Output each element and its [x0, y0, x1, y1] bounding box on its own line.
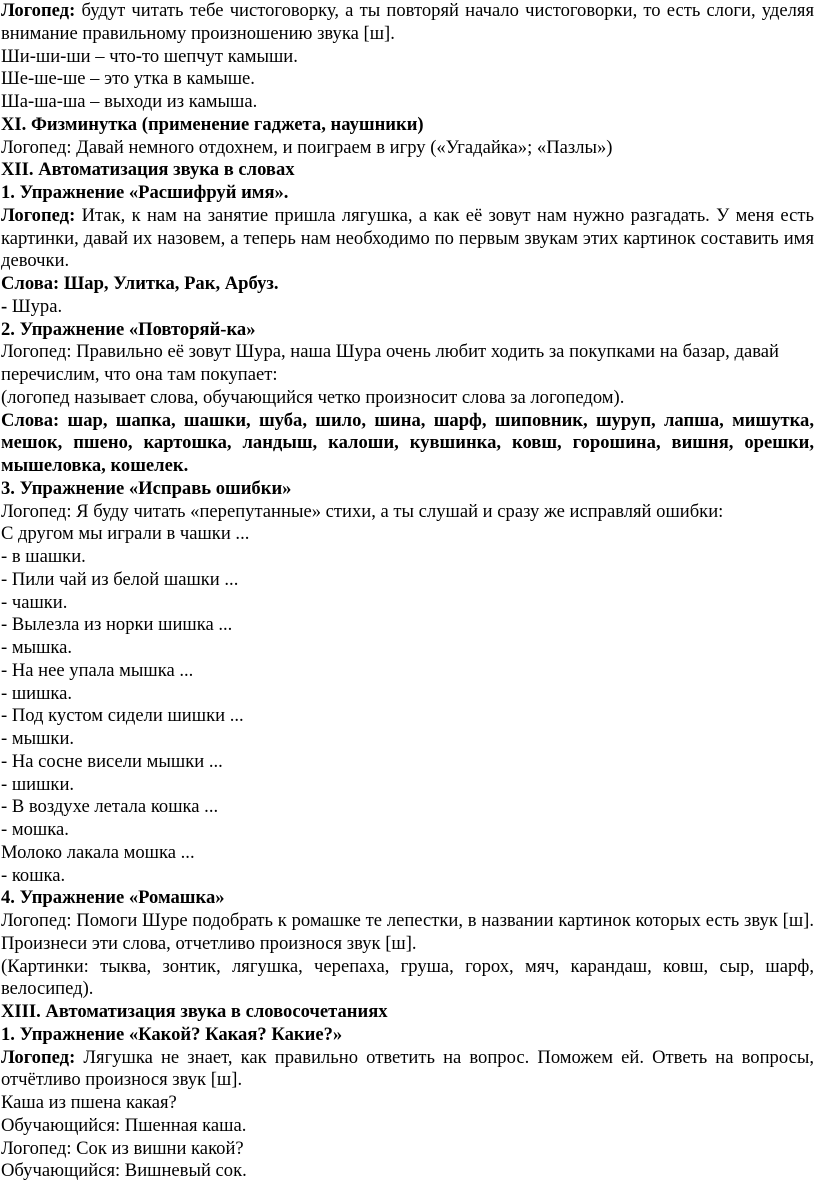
section-xi-heading: XI. Физминутка (применение гаджета, наушники): [1, 113, 424, 135]
word-list: Слова: шар, шапка, шашки, шуба, шило, шина, шарф, шиповник, шуруп, лапша, мишутка, мешок, пшено, картошка, ландыш, калоши, кувшинка, ковш, горошина, вишня, орешки, мышеловка, кошелек.: [1, 409, 814, 476]
exercise-heading: 1. Упражнение «Расшифруй имя».: [1, 182, 289, 203]
poem-line: С другом мы играли в чашки ...: [1, 523, 250, 545]
picture-list: (Картинки: тыква, зонтик, лягушка, черепаха, груша, горох, мяч, карандаш, ковш, сыр, шарф, велосипед).: [1, 955, 814, 1000]
poem-line: Молоко лакала мошка ...: [1, 841, 195, 863]
poem-line: - На сосне висели мышки ...: [1, 750, 223, 772]
dialogue-line: Каша из пшена какая?: [1, 1092, 177, 1113]
exercise-paragraph: Логопед: Итак, к нам на занятие пришла лягушка, а как её зовут нам нужно разгадать. У меня есть картинки, давай их назовем, а теперь нам необходимо по первым звукам этих картинок составить имя девочки.: [1, 204, 814, 272]
exercise-paragraph: Логопед: Помоги Шуре подобрать к ромашке те лепестки, в названии картинок которых есть звук [ш]. Произнеси эти слова, отчетливо произнося звук [ш].: [1, 910, 814, 954]
answer-line: - Шура.: [1, 295, 63, 317]
exercise-paragraph: Логопед: Лягушка не знает, как правильно ответить на вопрос. Поможем ей. Ответь на вопросы, отчётливо произнося звук [ш].: [1, 1046, 814, 1091]
word-list: Слова: Шар, Улитка, Рак, Арбуз.: [1, 273, 279, 294]
dialogue-line: Обучающийся: Вишневый сок.: [1, 1160, 247, 1182]
intro-paragraph: [1, 0, 814, 46]
poem-line: - в шашки.: [1, 546, 86, 567]
exercise-paragraph: Логопед: Я буду читать «перепутанные» стихи, а ты слушай и сразу же исправляй ошибки:: [1, 500, 724, 522]
dialogue-line: Обучающийся: Пшенная каша.: [1, 1114, 247, 1136]
poem-line: - Вылезла из норки шишка ...: [1, 614, 233, 636]
poem-line: - На нее упала мышка ...: [1, 659, 194, 681]
section-xiii-heading: XIII. Автоматизация звука в словосочетаниях: [1, 1001, 388, 1022]
exercise-heading: 2. Упражнение «Повторяй-ка»: [1, 318, 256, 340]
section-xi-text: Логопед: Давай немного отдохнем, и поиграем в игру («Угадайка»; «Пазлы»): [1, 136, 613, 158]
poem-line: - мышка.: [1, 637, 73, 658]
speaker-label: Логопед:: [1, 204, 76, 226]
speaker-label: Логопед:: [1, 1046, 76, 1068]
exercise-note: (логопед называет слова, обучающийся четко произносит слова за логопедом).: [1, 386, 625, 408]
tongue-twister-line: Ше-ше-ше – это утка в камыше.: [1, 68, 255, 90]
dialogue-line: Логопед: Сок из вишни какой?: [1, 1137, 244, 1159]
poem-line: - Под кустом сидели шишки ...: [1, 705, 244, 727]
exercise-heading: 3. Упражнение «Исправь ошибки»: [1, 477, 292, 499]
poem-line: - мышки.: [1, 728, 75, 749]
section-xii-heading: XII. Автоматизация звука в словах: [1, 159, 295, 181]
intro-text: будут читать тебе чистоговорку, а ты повторяй начало чистоговорки, то есть слоги, уделяя внимание правильному произношению звука [ш].: [1, 0, 814, 44]
poem-line: - мошка.: [1, 819, 69, 840]
poem-line: - шишки.: [1, 773, 75, 795]
exercise-heading: 4. Упражнение «Ромашка»: [1, 887, 225, 909]
poem-line: - чашки.: [1, 591, 68, 613]
poem-line: - шишка.: [1, 682, 73, 704]
tongue-twister-line: Ши-ши-ши – что-то шепчут камыши.: [1, 45, 298, 67]
poem-line: - кошка.: [1, 864, 66, 886]
exercise-heading: 1. Упражнение «Какой? Какая? Какие?»: [1, 1023, 343, 1045]
poem-line: - Пили чай из белой шашки ...: [1, 568, 239, 590]
poem-line: - В воздухе летала кошка ...: [1, 796, 219, 818]
speaker-label: Логопед:: [1, 0, 76, 21]
exercise-paragraph: Логопед: Правильно её зовут Шура, наша Шура очень любит ходить за покупками на базар, давай перечислим, что она там покупает:: [1, 341, 779, 385]
tongue-twister-line: Ша-ша-ша – выходи из камыша.: [1, 91, 258, 112]
